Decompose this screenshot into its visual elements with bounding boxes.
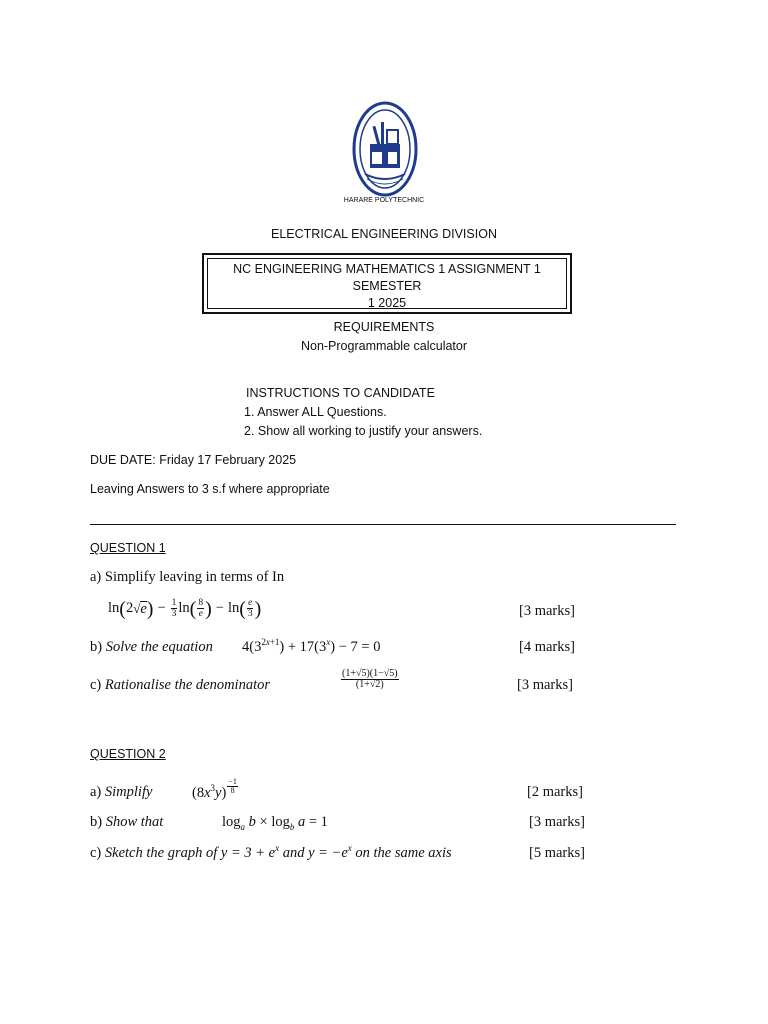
- q1a-prefix: a): [90, 569, 102, 585]
- q1a-text: Simplify leaving in terms of In: [104, 569, 285, 585]
- q2b-label: [90, 814, 163, 831]
- q1c-marks: [3 marks]: [517, 677, 573, 693]
- precision-note: Leaving Answers to 3 s.f where appropriate: [90, 482, 330, 496]
- q1b-text: Solve the equation: [105, 639, 213, 655]
- instruction-item-2: 2. Show all working to justify your answers.: [244, 424, 483, 438]
- q2a-prefix: a): [90, 784, 102, 800]
- division-heading: ELECTRICAL ENGINEERING DIVISION: [271, 227, 497, 241]
- q1b-marks: [4 marks]: [519, 639, 575, 655]
- requirements-item: Non-Programmable calculator: [300, 339, 468, 353]
- q2b-expression: $\log_a b \times \log_b a = 1$: [222, 814, 328, 832]
- q2c-text: Sketch the graph of: [104, 845, 218, 861]
- instruction-item-1: 1. Answer ALL Questions.: [244, 405, 387, 419]
- q1a-label: [90, 569, 284, 586]
- q1c-expression: $\frac{(1+√5)(1-√5)}{(1+√2)}$: [342, 668, 398, 690]
- q2b-prefix: b): [90, 814, 103, 830]
- instructions-heading: INSTRUCTIONS TO CANDIDATE: [246, 386, 435, 400]
- harare-polytechnic-logo: [345, 100, 425, 198]
- question-2-heading: QUESTION 2: [90, 747, 166, 761]
- q1c-text: Rationalise the denominator: [104, 677, 271, 693]
- q1b-prefix: b): [90, 639, 103, 655]
- q2c-and: and: [282, 845, 305, 861]
- q2b-marks: [3 marks]: [529, 814, 585, 830]
- q2a-marks: [2 marks]: [527, 784, 583, 800]
- q2c-prefix: c): [90, 845, 102, 861]
- title-line-2: 1 2025: [367, 296, 407, 310]
- requirements-heading: REQUIREMENTS: [333, 320, 435, 334]
- q2c-tail: on the same axis: [355, 845, 452, 861]
- q2a-text: Simplify: [104, 784, 153, 800]
- title-box: [202, 253, 572, 314]
- title-line-1: NC ENGINEERING MATHEMATICS 1 ASSIGNMENT 1 SEMESTER: [233, 262, 541, 293]
- title-box-text: [204, 261, 570, 312]
- q1a-marks: [3 marks]: [519, 603, 575, 619]
- q1a-expression: ln ( 2 √ e ) − $\frac{1}{3}$ ln ( $\frac{8}{e}$ ) − ln ( $\frac{e}{3}$ ): [108, 597, 262, 620]
- divider-rule: [90, 524, 676, 525]
- one-third-fraction: $\frac{1}{3}$: [171, 598, 177, 619]
- question-1-heading: QUESTION 1: [90, 541, 166, 555]
- q1c-prefix: c): [90, 677, 102, 693]
- q2a-label: [90, 784, 152, 801]
- q2a-expression: $(8x^3y)$ $\frac{-1}{8}$: [192, 777, 237, 801]
- due-date: DUE DATE: Friday 17 February 2025: [90, 453, 297, 467]
- q1c-label: [90, 677, 270, 694]
- q1b-label: [90, 639, 213, 656]
- q2b-text: Show that: [105, 814, 164, 830]
- q2c-marks: [5 marks]: [529, 845, 585, 861]
- q1b-expression: $4(3^{2x+1}) + 17(3^x) - 7 = 0$: [242, 637, 381, 655]
- logo-caption: HARARE POLYTECHNIC: [343, 197, 425, 204]
- q2c-label: c) Sketch the graph of $y = 3 + e^x$ and $y = -e^x$ on the same axis: [90, 843, 452, 861]
